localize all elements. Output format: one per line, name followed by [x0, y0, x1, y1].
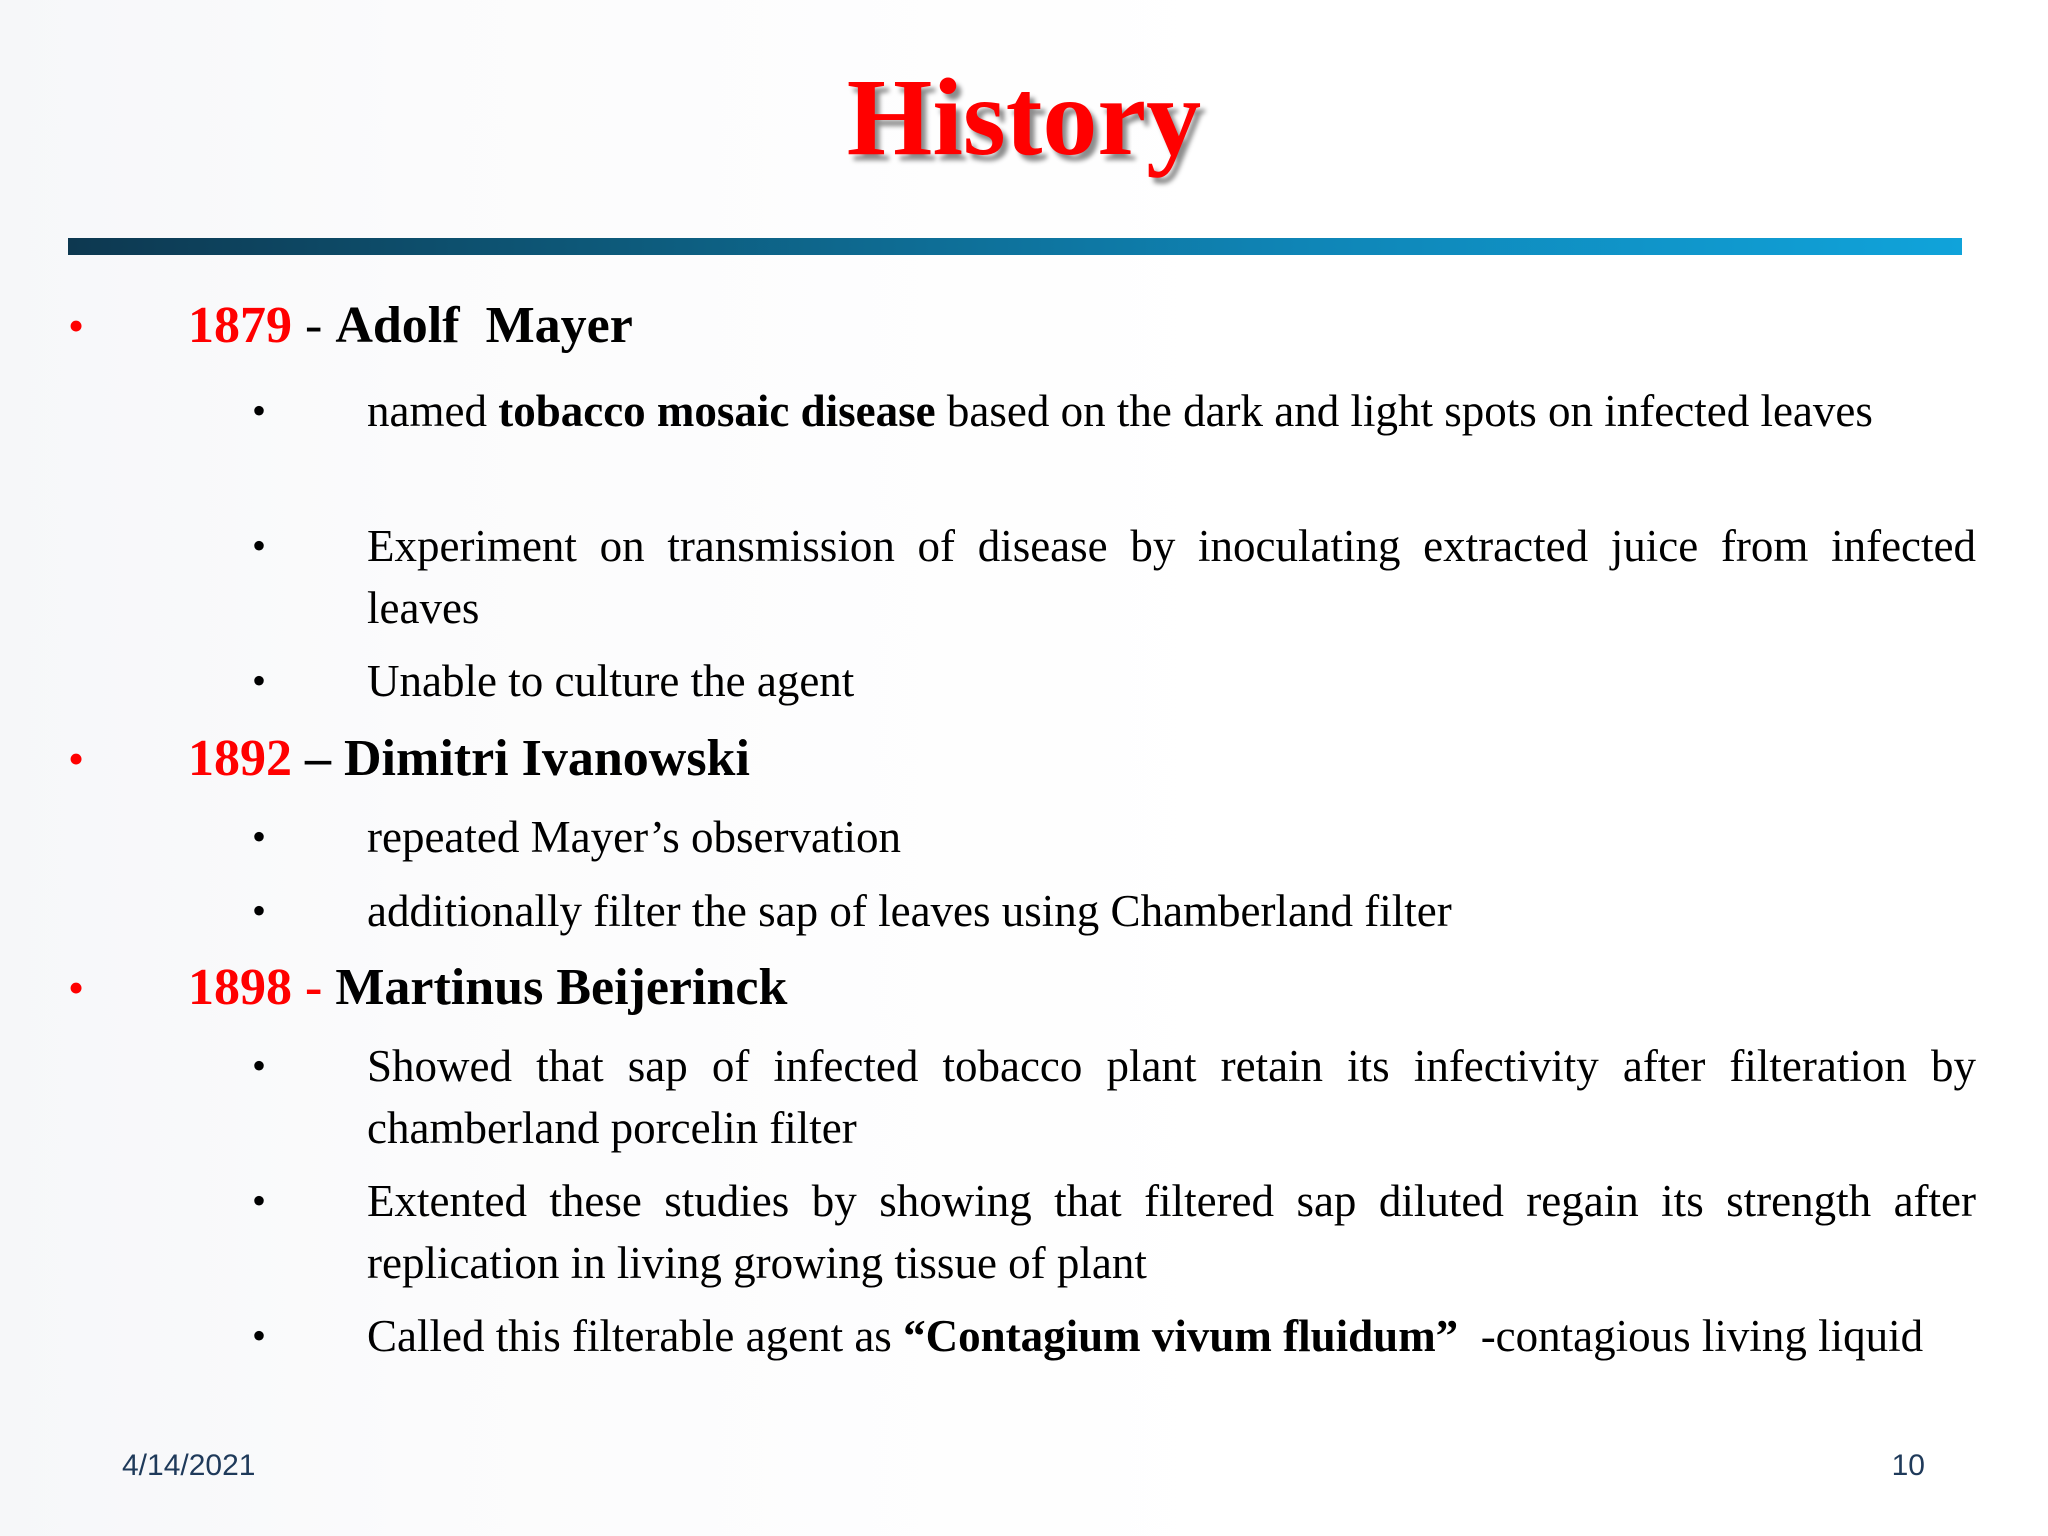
entry-year: 1898	[188, 959, 292, 1016]
bullet-marker: •	[252, 658, 267, 703]
entry-heading	[188, 958, 787, 1018]
footer-date: 4/14/2021	[122, 1449, 256, 1482]
point-text-part: -contagious living liquid	[1458, 1311, 1924, 1361]
point-text: additionally filter the sap of leaves using Chamberland filter	[367, 886, 1452, 936]
bullet-marker: •	[252, 814, 267, 859]
bullet-marker: •	[68, 962, 85, 1013]
point-text: Experiment on transmission of disease by inoculating extracted juice from infected leaves	[367, 521, 1976, 633]
entry-person-name: Dimitri Ivanowski	[344, 730, 750, 787]
point-text: repeated Mayer’s observation	[367, 812, 901, 862]
bullet-marker: •	[68, 733, 85, 784]
bullet-marker: •	[252, 888, 267, 933]
entry-heading	[188, 729, 750, 789]
slide-title: History	[846, 56, 1202, 178]
point-text-bold: “Contagium vivum fluidum”	[903, 1311, 1459, 1361]
bullet-marker: •	[68, 300, 85, 351]
point-text-part: Called this filterable agent as	[367, 1311, 904, 1361]
point-text-bold: tobacco mosaic disease	[498, 386, 936, 436]
point-text: Showed that sap of infected tobacco plant retain its infectivity after filteration by chamberland porcelin filter	[367, 1041, 1976, 1153]
entry-separator: –	[292, 730, 344, 787]
footer-page-number: 10	[1891, 1449, 1925, 1482]
entry-person-name: Adolf Mayer	[335, 297, 633, 354]
entry-heading	[188, 296, 633, 356]
point-text	[367, 380, 1976, 442]
title-divider	[68, 238, 1962, 255]
entry-year: 1892	[188, 730, 292, 787]
bullet-marker: •	[252, 388, 267, 433]
entry-year: 1879	[188, 297, 292, 354]
bullet-marker: •	[252, 523, 267, 568]
point-text: Unable to culture the agent	[367, 656, 855, 706]
entry-separator: -	[292, 297, 336, 354]
entry-separator: -	[292, 959, 336, 1016]
bullet-marker: •	[252, 1313, 267, 1358]
point-text: Extented these studies by showing that filtered sap diluted regain its strength after replication in living growing tissue of plant	[367, 1176, 1976, 1288]
bullet-marker: •	[252, 1178, 267, 1223]
point-text-part: named	[367, 386, 499, 436]
point-text	[367, 1305, 1976, 1367]
entry-person-name: Martinus Beijerinck	[335, 959, 788, 1016]
bullet-marker: •	[252, 1043, 267, 1088]
point-text-part: based on the dark and light spots on infected leaves	[935, 386, 1873, 436]
